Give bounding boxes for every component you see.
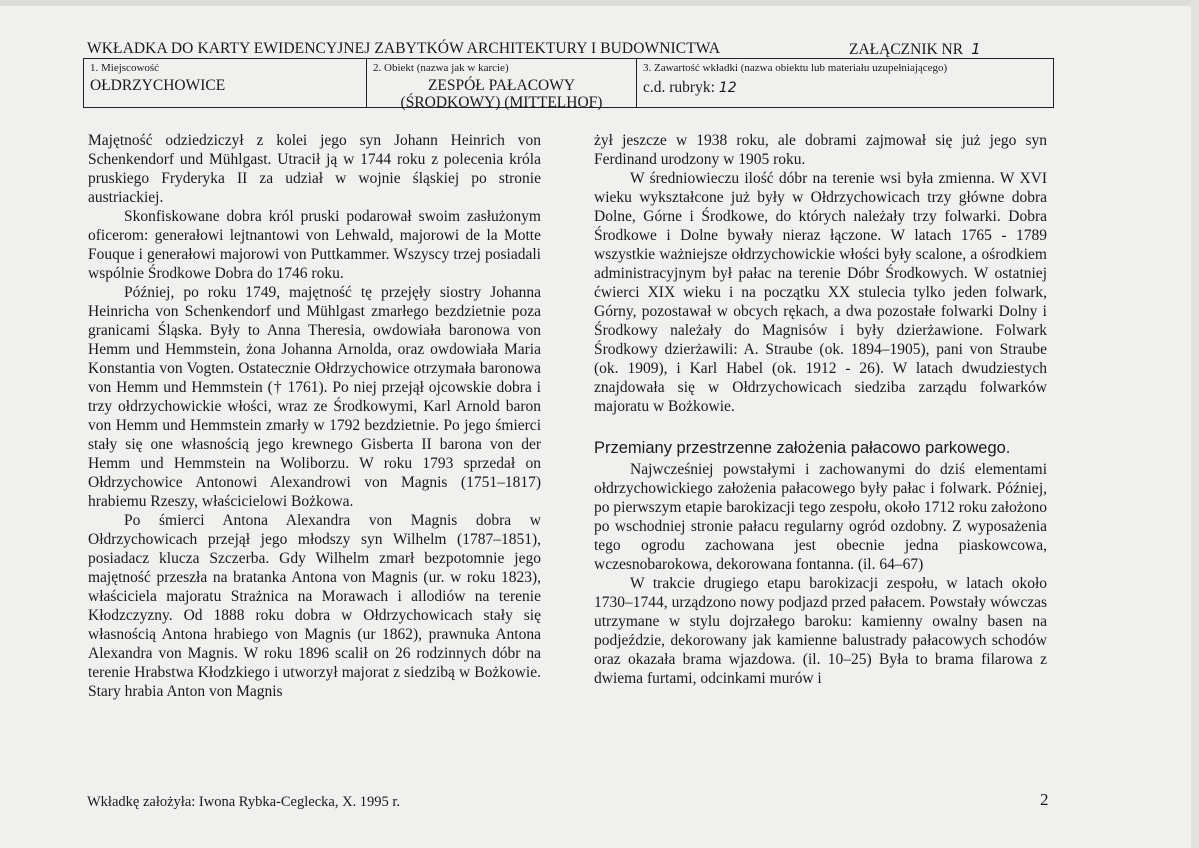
object-value-line2: (ŚRODKOWY) (MITTELHOF) [400, 94, 603, 111]
paragraph: Najwcześniej powstałymi i zachowanymi do dziś elementami ołdrzychowickiego założenia pałacowego były pałac i folwark. Później, po pierwszym etapie barokizacji tego zespołu, około 1712 roku założono po wschodniej stronie pałacu regularny ogród ozdobny. Z wyposażenia tego ogrodu zachowana jest obecnie jedna piaskowcowa, wczesnobarokowa, dekorowana fontanna. (il. 64–67) [594, 461, 1047, 573]
footer-author: Wkładkę założyła: Iwona Rybka-Ceglecka, X. 1995 r. [87, 794, 401, 810]
left-text-column [88, 131, 541, 701]
annex-number: 1 [971, 40, 981, 58]
page-number: 2 [1040, 790, 1049, 809]
scan-edge-right [1191, 0, 1199, 848]
content-value-text: c.d. rubryk: [643, 79, 715, 96]
paragraph: Po śmierci Antona Alexandra von Magnis dobra w Ołdrzychowicach przejął jego młodszy syn Wilhelm (1787–1851), posiadacz klucza Szczerba. Gdy Wilhelm zmarł bezpotomnie jego majętność przeszła na bratanka Antona von Magnis (ur. w roku 1823), właściciela majoratu Strażnica na Morawach i allodiów na terenie Kłodzczyzny. Od 1888 roku dobra w Ołdrzychowicach stały się własnością Antona hrabiego von Magnis (ur 1862), prawnuka Antona Alexandra von Magnis. W roku 1896 scalił on 26 rodzinnych dóbr na terenie Hrabstwa Kłodzkiego i utworzył majorat z siedzibą w Bożkowie. Stary hrabia Anton von Magnis [88, 512, 541, 700]
content-value [643, 79, 737, 97]
paragraph: Majętność odziedziczył z kolei jego syn Johann Heinrich von Schenkendorf und Mühlgast. Utracił ją w 1744 roku z polecenia króla pruskiego Fryderyka II za udział w wojnie śląskiej po stronie austriackiej. [88, 132, 541, 206]
paragraph: żył jeszcze w 1938 roku, ale dobrami zajmował się już jego syn Ferdinand urodzony w 1905 roku. [594, 132, 1047, 168]
object-cell [366, 59, 637, 111]
locality-caption: 1. Miejscowość [90, 62, 160, 74]
object-caption: 2. Obiekt (nazwa jak w karcie) [373, 62, 509, 74]
object-value-line1: ZESPÓŁ PAŁACOWY [427, 77, 576, 94]
object-value [367, 77, 636, 111]
scan-edge-top [0, 0, 1199, 6]
right-text-column [594, 131, 1047, 688]
paragraph: W średniowieczu ilość dóbr na terenie wsi była zmienna. W XVI wieku wykształcone już były w Ołdrzychowicach trzy główne dobra Dolne, Górne i Środkowe, do których należały trzy folwarki. Dobra Środkowe i Dolne bywały nieraz łączone. W latach 1765 - 1789 wszystkie ważniejsze ołdrzychowickie włości były scalone, a ośrodkiem administracyjnym był pałac na terenie Dóbr Środkowych. W ostatniej ćwierci XIX wieku i na początku XX stulecia tylko jeden folwark, Górny, pozostawał w obcych rękach, a dwa pozostałe folwarki Dolny i Środkowy należały do Magnisów i były dzierżawione. Folwark Środkowy dzierżawili: A. Straube (ok. 1894–1905), pani von Straube (ok. 1909), i Karl Habel (ok. 1912 - 26). W latach dwudziestych znajdowała się w Ołdrzychowicach siedziba zarządu folwarków majoratu w Bożkowie. [594, 170, 1047, 415]
paragraph: Później, po roku 1749, majętność tę przejęły siostry Johanna Heinricha von Schenkendorf und Mühlgast zmarłego bezdzietnie poza granicami Śląska. Były to Anna Theresia, owdowiała baronowa von Hemm und Hemmstein, żona Johanna Arnolda, oraz owdowiała Maria Konstantia von Vogten. Ostatecznie Ołdrzychowice otrzymała baronowa von Hemm und Hemmstein († 1761). Po niej przejął ojcowskie dobra i trzy ołdrzychowickie włości, wraz ze Środkowymi, Karl Arnold baron von Hemm und Hemmstein zmarły w 1792 bezdzietnie. Po jego śmierci stały się one własnością jego krewnego Gisberta II barona von der Hemm und Hemmstein na Woliborzu. W roku 1793 sprzedał on Ołdrzychowice Antonowi Alexandrowi von Magnis (1751–1817) hrabiemu Rzeszy, właścicielowi Bożkowa. [88, 284, 541, 510]
paragraph: Skonfiskowane dobra król pruski podarował swoim zasłużonym oficerom: generałowi lejtnantowi von Lehwald, majorowi de la Motte Fouque i generałowi majorowi von Puttkammer. Wszyscy trzej posiadali wspólnie Środkowe Dobra do 1746 roku. [88, 208, 541, 282]
section-heading: Przemiany przestrzenne założenia pałacowo parkowego. [594, 439, 1011, 457]
paragraph: W trakcie drugiego etapu barokizacji zespołu, w latach około 1730–1744, urządzono nowy podjazd przed pałacem. Powstały wówczas utrzymane w stylu dojrzałego baroku: kamienny owalny basen na podjeździe, dekorowany jak kamienne balustrady pałacowych schodów oraz okazała brama wjazdowa. (il. 10–25) Była to brama filarowa z dwiema furtami, odcinkami murów i [594, 575, 1047, 687]
locality-value: OŁDRZYCHOWICE [90, 77, 226, 94]
document-title: WKŁADKA DO KARTY EWIDENCYJNEJ ZABYTKÓW ARCHITEKTURY I BUDOWNICTWA [87, 40, 721, 57]
content-number: 12 [718, 80, 737, 96]
annex-label [849, 40, 981, 59]
locality-cell [84, 59, 366, 107]
content-caption: 3. Zawartość wkładki (nazwa obiektu lub materiału uzupełniającego) [643, 62, 948, 74]
annex-label-text: ZAŁĄCZNIK NR [849, 41, 964, 58]
header-form-table [83, 58, 1054, 111]
content-cell [637, 59, 1052, 107]
